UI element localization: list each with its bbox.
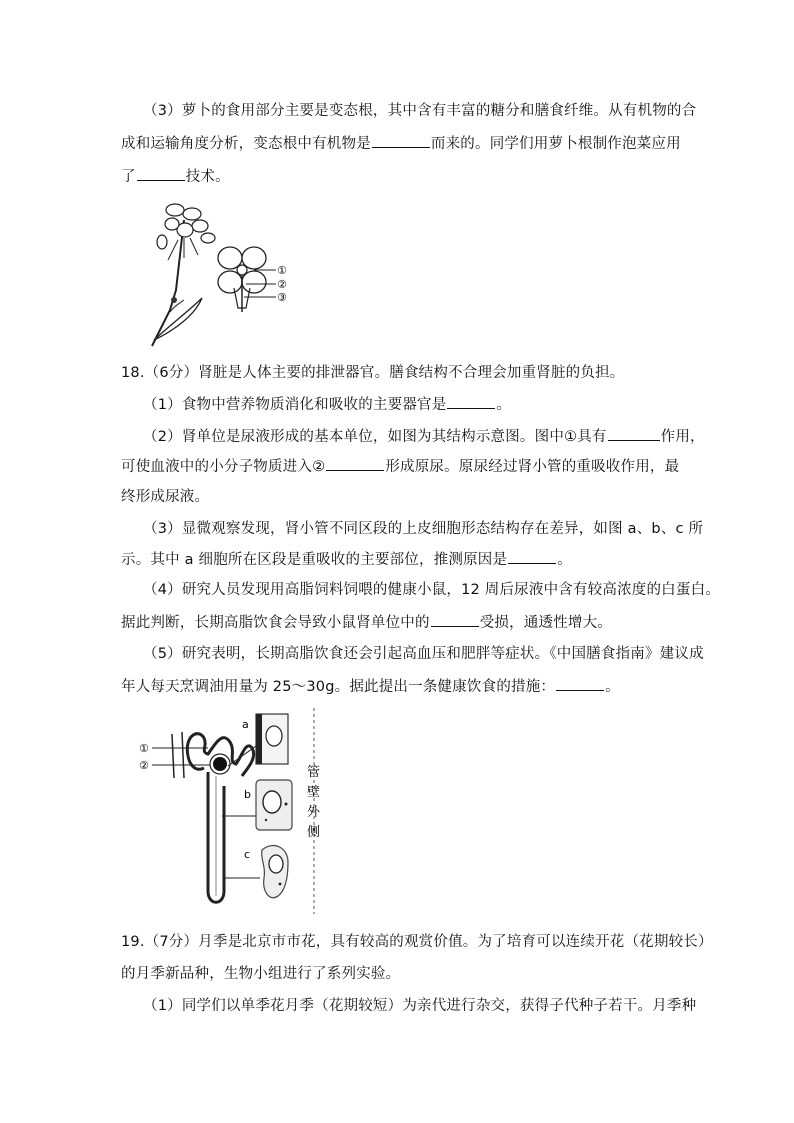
q18-p1-text-b: 。 (496, 397, 512, 413)
q18-p1 (143, 394, 511, 415)
q18-p2-line1 (143, 426, 705, 447)
answer-blank[interactable] (372, 133, 430, 148)
flower-label-3: ③ (277, 291, 287, 304)
answer-blank[interactable] (608, 426, 660, 441)
flower-label-2: ② (277, 278, 287, 291)
q18-p1-text-a: （1）食物中营养物质消化和吸收的主要器官是 (143, 397, 447, 413)
q17-p3-line1: （3）萝卜的食用部分主要是变态根，其中含有丰富的糖分和膳食纤维。从有机物的合 (143, 103, 697, 119)
q18-p2-text-a: （2）肾单位是尿液形成的基本单位，如图为其结构示意图。图中①具有 (143, 429, 607, 445)
q18-p2-line2 (121, 456, 679, 477)
answer-blank[interactable] (447, 394, 495, 409)
q18-p4-text-b: 受损，通透性增大。 (479, 615, 613, 631)
answer-blank[interactable] (508, 549, 556, 564)
q18-p2-text-b: 作用， (660, 429, 705, 445)
q18-p5-line2 (121, 676, 620, 697)
answer-blank[interactable] (326, 456, 384, 471)
flower-label-1: ① (277, 264, 287, 277)
q18-p4-line1: （4）研究人员发现用高脂饲料饲喂的健康小鼠，12 周后尿液中含有较高浓度的白蛋白。 (143, 582, 720, 598)
q18-p4-text-a: 据此判断，长期高脂饮食会导致小鼠肾单位中的 (121, 615, 430, 631)
q17-p3-text-d: 技术。 (185, 169, 230, 185)
q17-p3-line2 (121, 133, 681, 154)
q18-p2-text-c: 可使血液中的小分子物质进入② (121, 459, 326, 475)
q18-p5-text-b: 。 (605, 679, 620, 695)
q18-p4-line2 (121, 612, 612, 633)
q17-p3-text-a: 成和运输角度分析，变态根中有机物是 (121, 136, 371, 152)
q18-p3-line2 (121, 549, 572, 570)
q18-p2-text-d: 形成原尿。原尿经过肾小管的重吸收作用，最 (385, 459, 680, 475)
q18-p3-line1: （3）显微观察发现，肾小管不同区段的上皮细胞形态结构存在差异，如图 a、b、c 所 (143, 521, 704, 537)
q19-intro-line2: 的月季新品种，生物小组进行了系列实验。 (121, 966, 401, 982)
answer-blank[interactable] (431, 612, 479, 627)
cell-label-b: b (244, 788, 251, 801)
q18-p5-line1: （5）研究表明，长期高脂饮食还会引起高血压和肥胖等症状。《中国膳食指南》建议成 (143, 646, 704, 662)
q18-p5-text-a: 年人每天烹调油用量为 25～30g。据此提出一条健康饮食的措施： (121, 679, 556, 695)
cell-label-a: a (242, 718, 249, 731)
wall-label-1: 管 (307, 765, 321, 780)
answer-blank[interactable] (556, 676, 604, 691)
q18-p3-text-a: 示。其中 a 细胞所在区段是重吸收的主要部位，推测原因是 (121, 552, 508, 568)
q17-p3-line3 (121, 166, 230, 187)
radish-flower-figure (140, 200, 310, 350)
nephron-label-2: ② (139, 759, 149, 772)
nephron-label-1: ① (139, 742, 149, 755)
wall-label-4: 侧 (307, 825, 321, 840)
answer-blank[interactable] (137, 166, 185, 181)
q17-p3-text-b: 而来的。同学们用萝卜根制作泡菜应用 (430, 136, 681, 152)
q19-p1-line1: （1）同学们以单季花月季（花期较短）为亲代进行杂交，获得子代种子若干。月季种 (143, 998, 697, 1014)
q18-intro: 18.（6分）肾脏是人体主要的排泄器官。膳食结构不合理会加重肾脏的负担。 (121, 365, 625, 381)
q18-p2-line3: 终形成尿液。 (121, 489, 210, 505)
wall-label-2: 壁 (307, 785, 321, 800)
q17-p3-text-c: 了 (121, 169, 136, 185)
nephron-figure (138, 706, 328, 918)
cell-label-c: c (244, 848, 251, 861)
wall-label-3: 外 (307, 805, 321, 820)
q18-p3-text-b: 。 (557, 552, 572, 568)
q19-intro-line1: 19.（7分）月季是北京市市花，具有较高的观赏价值。为了培育可以连续开花（花期较长） (121, 934, 713, 950)
